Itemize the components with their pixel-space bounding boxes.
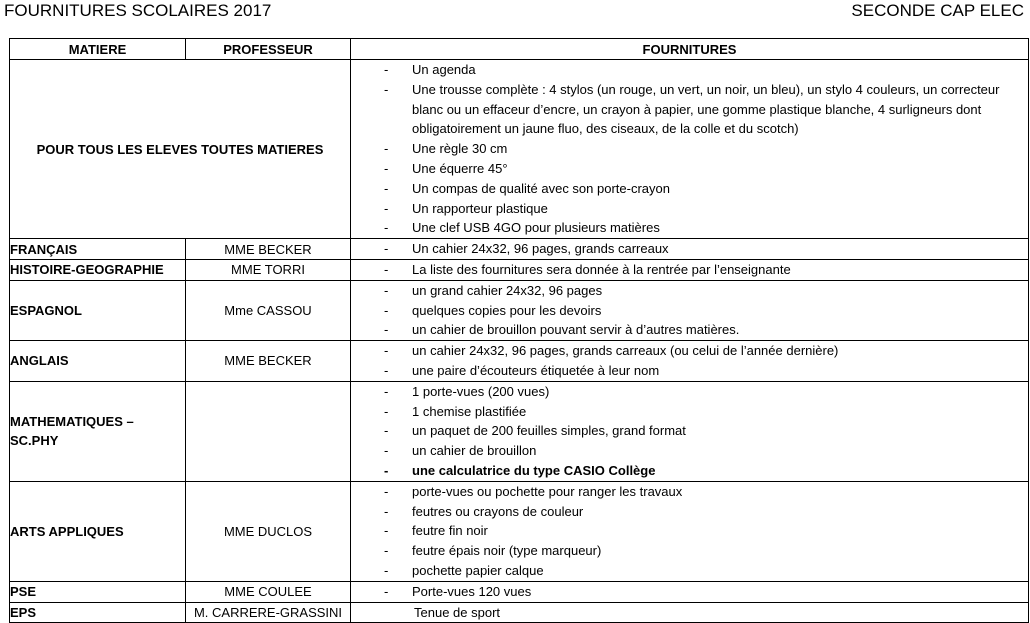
list-item: - un cahier de brouillon	[351, 441, 1028, 461]
list-item: - Une équerre 45°	[351, 159, 1028, 179]
list-item: - une paire d’écouteurs étiquetée à leur nom	[351, 361, 1028, 381]
list-item: - 1 chemise plastifiée	[351, 402, 1028, 422]
supplies-cell	[351, 381, 1029, 481]
supplies-list	[351, 341, 1028, 381]
list-item: - Un cahier 24x32, 96 pages, grands carreaux	[351, 239, 1028, 259]
teacher-cell	[186, 381, 351, 481]
supplies-list	[351, 60, 1028, 238]
supplies-cell	[351, 239, 1029, 260]
supplies-list	[351, 582, 1028, 602]
list-item: - quelques copies pour les devoirs	[351, 301, 1028, 321]
table-header-row	[10, 39, 1029, 60]
list-item: - Un agenda	[351, 60, 1028, 80]
column-header-supplies: FOURNITURES	[351, 39, 1029, 60]
supplies-list	[351, 260, 1028, 280]
teacher-cell: MME COULEE	[186, 581, 351, 602]
class-name: SECONDE CAP ELEC	[851, 1, 1024, 20]
supplies-cell	[351, 280, 1029, 340]
subject-cell: HISTOIRE-GEOGRAPHIE	[10, 259, 186, 280]
list-item: - un paquet de 200 feuilles simples, grand format	[351, 421, 1028, 441]
supplies-cell	[351, 341, 1029, 382]
list-item: - Un rapporteur plastique	[351, 199, 1028, 219]
subject-cell: ARTS APPLIQUES	[10, 481, 186, 581]
list-item: - Une trousse complète : 4 stylos (un rouge, un vert, un noir, un bleu), un stylo 4 couleurs, un correcteur blanc ou un effaceur d’encre, un crayon à papier, une gomme plastique blanche, 4 surligneurs dont obligatoirement un jaune fluo, des ciseaux, de la colle et du scotch)	[351, 80, 1028, 139]
list-item: - feutre fin noir	[351, 521, 1028, 541]
list-item: Tenue de sport	[414, 604, 501, 620]
supplies-list	[351, 382, 1028, 481]
teacher-cell: MME BECKER	[186, 341, 351, 382]
list-item: - Porte-vues 120 vues	[351, 582, 1028, 602]
list-item: - feutre épais noir (type marqueur)	[351, 541, 1028, 561]
table-row	[10, 60, 1029, 239]
list-item: - 1 porte-vues (200 vues)	[351, 382, 1028, 402]
supplies-table	[9, 38, 1029, 623]
teacher-cell: MME TORRI	[186, 259, 351, 280]
table-row	[10, 602, 1029, 623]
list-item: - feutres ou crayons de couleur	[351, 502, 1028, 522]
subject-cell: ESPAGNOL	[10, 280, 186, 340]
table-row	[10, 381, 1029, 481]
subject-cell: FRANÇAIS	[10, 239, 186, 260]
table-row	[10, 341, 1029, 382]
supplies-cell	[351, 602, 1029, 623]
subject-cell: PSE	[10, 581, 186, 602]
document-title: FOURNITURES SCOLAIRES 2017	[4, 1, 272, 20]
table-row	[10, 239, 1029, 260]
supplies-cell	[351, 581, 1029, 602]
supplies-cell	[351, 60, 1029, 239]
list-item: - un cahier de brouillon pouvant servir à d’autres matières.	[351, 320, 1028, 340]
teacher-cell: Mme CASSOU	[186, 280, 351, 340]
list-item: - une calculatrice du type CASIO Collège	[351, 461, 1028, 481]
teacher-cell: MME DUCLOS	[186, 481, 351, 581]
teacher-cell: M. CARRERE-GRASSINI	[186, 602, 351, 623]
supplies-cell	[351, 481, 1029, 581]
supplies-list	[351, 603, 1028, 623]
subject-cell: POUR TOUS LES ELEVES TOUTES MATIERES	[10, 60, 351, 239]
list-item: - Une clef USB 4GO pour plusieurs matières	[351, 218, 1028, 238]
table-row	[10, 259, 1029, 280]
list-item: - Une règle 30 cm	[351, 139, 1028, 159]
list-item: - un grand cahier 24x32, 96 pages	[351, 281, 1028, 301]
column-header-teacher: PROFESSEUR	[186, 39, 351, 60]
table-row	[10, 481, 1029, 581]
table-row	[10, 581, 1029, 602]
supplies-list	[351, 482, 1028, 581]
list-item: - pochette papier calque	[351, 561, 1028, 581]
supplies-list	[351, 239, 1028, 259]
list-item: - La liste des fournitures sera donnée à la rentrée par l’enseignante	[351, 260, 1028, 280]
supplies-cell	[351, 259, 1029, 280]
column-header-subject: MATIERE	[10, 39, 186, 60]
subject-cell: EPS	[10, 602, 186, 623]
teacher-cell: MME BECKER	[186, 239, 351, 260]
list-item: - Un compas de qualité avec son porte-crayon	[351, 179, 1028, 199]
subject-cell: MATHEMATIQUES – SC.PHY	[10, 381, 186, 481]
list-item: - porte-vues ou pochette pour ranger les travaux	[351, 482, 1028, 502]
supplies-list	[351, 281, 1028, 340]
table-row	[10, 280, 1029, 340]
list-item: - un cahier 24x32, 96 pages, grands carreaux (ou celui de l’année dernière)	[351, 341, 1028, 361]
subject-cell: ANGLAIS	[10, 341, 186, 382]
